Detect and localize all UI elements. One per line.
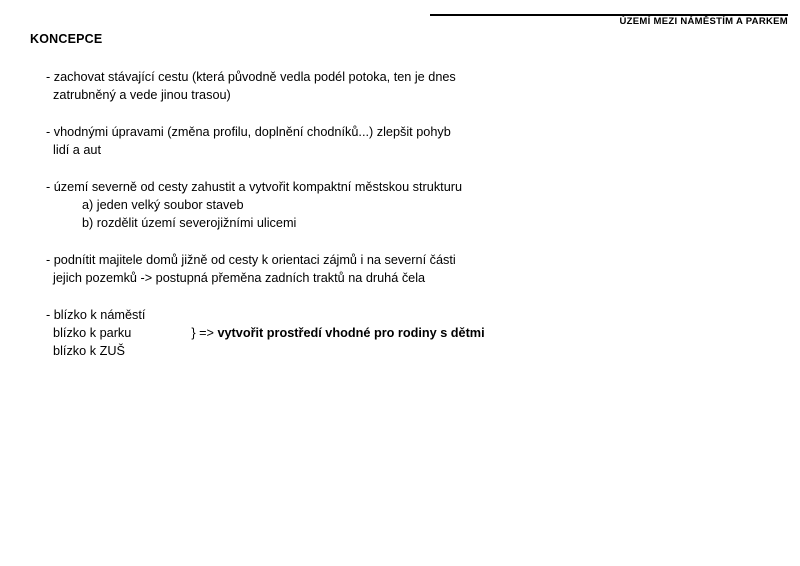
concept-line: - území severně od cesty zahustit a vytvořit kompaktní městskou strukturu [46, 180, 463, 194]
concept-block-5 [46, 306, 746, 360]
concept-line: blízko k ZUŠ [46, 344, 125, 358]
concept-block-4 [46, 251, 746, 287]
concept-block-2 [46, 123, 746, 159]
page-header [0, 0, 800, 27]
page-title: KONCEPCE [30, 32, 103, 46]
concept-line-text: blízko k parku [46, 326, 132, 340]
concept-line: - blízko k náměstí [46, 308, 146, 322]
concept-line: - zachovat stávající cestu (která původně vedla podél potoka, ten je dnes [46, 70, 456, 84]
concept-subline-b: b) rozdělit území severojižními ulicemi [82, 216, 297, 230]
concept-line: jejich pozemků -> postupná přeměna zadních traktů na druhá čela [46, 271, 426, 285]
concept-line: zatrubněný a vede jinou trasou) [46, 88, 231, 102]
document-body [46, 68, 746, 379]
concept-block-3 [46, 178, 746, 232]
concept-block-1 [46, 68, 746, 104]
concept-line: - vhodnými úpravami (změna profilu, doplnění chodníků...) zlepšit pohyb [46, 125, 451, 139]
concept-line: - podnítit majitele domů jižně od cesty k orientaci zájmů i na severní části [46, 253, 456, 267]
header-title: ÚZEMÍ MEZI NÁMĚSTÍM A PARKEM [619, 16, 788, 27]
brace-marker: } => [191, 326, 218, 340]
concept-line-emphasis: vytvořit prostředí vhodné pro rodiny s dětmi [217, 326, 485, 340]
concept-subline-a: a) jeden velký soubor staveb [82, 198, 244, 212]
concept-line: lidí a aut [46, 143, 102, 157]
concept-line-brace [46, 324, 746, 342]
